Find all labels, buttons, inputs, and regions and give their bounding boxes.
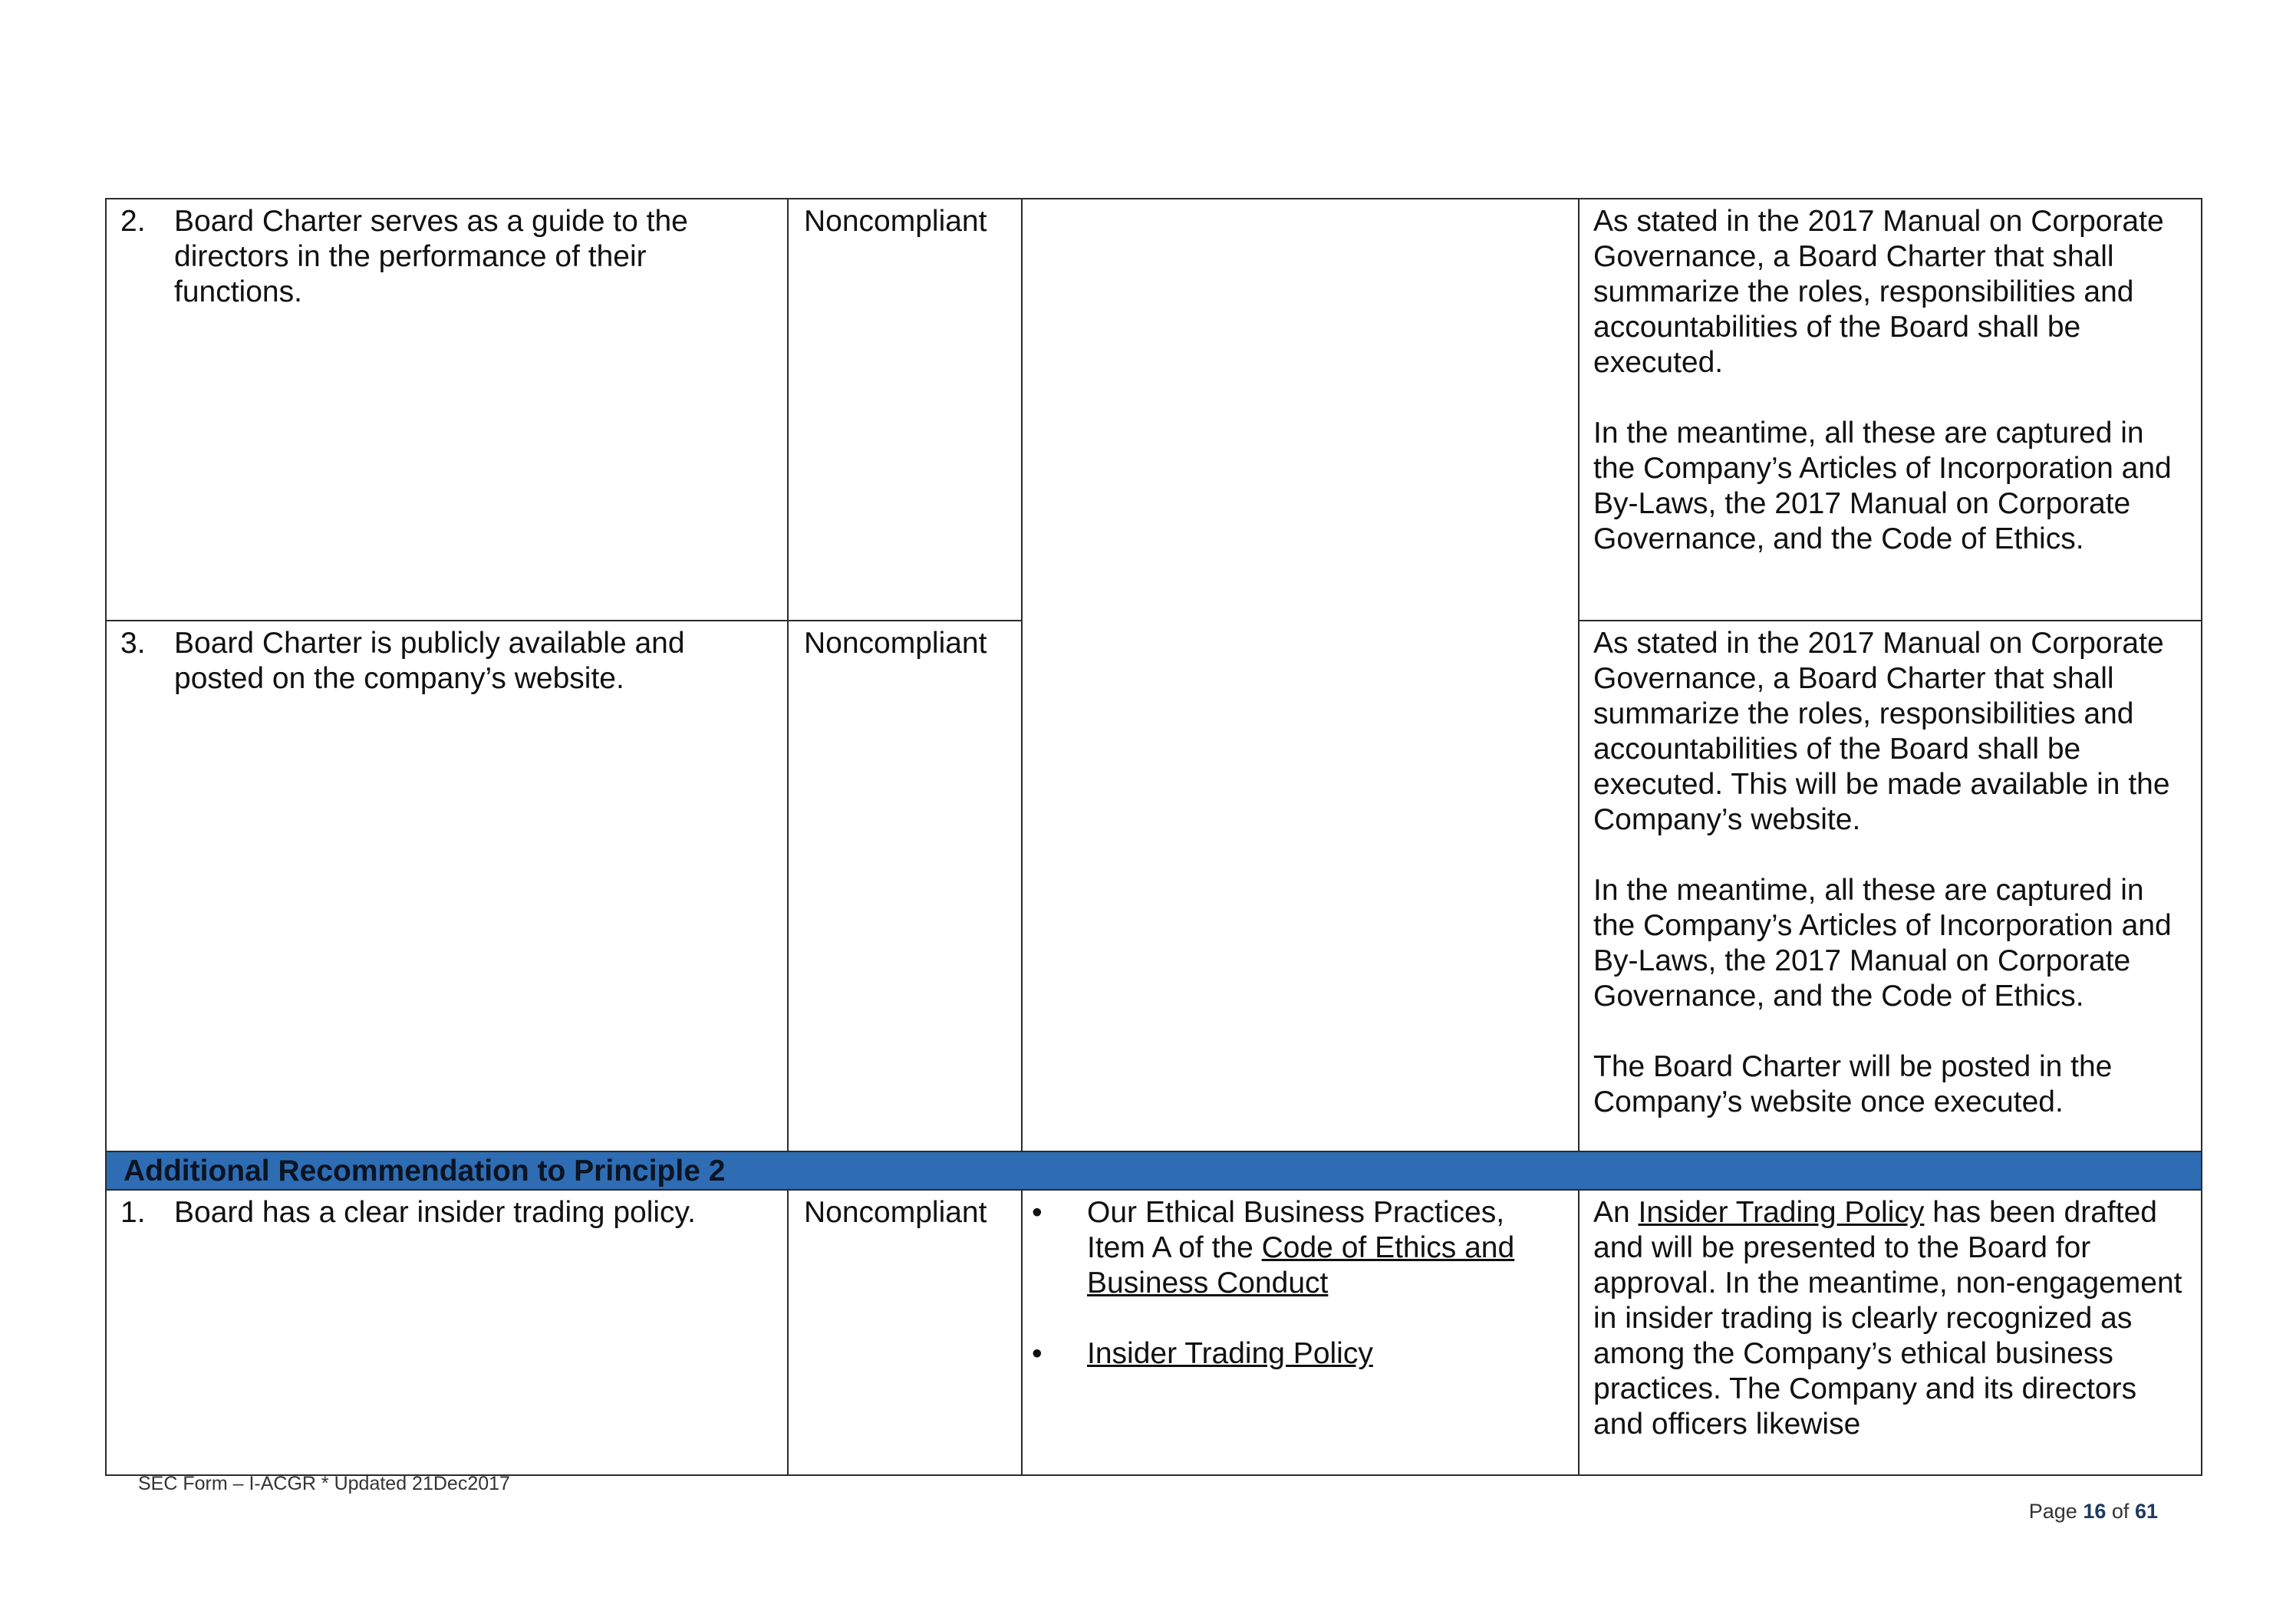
insider-trading-policy-link[interactable]: Insider Trading Policy — [1638, 1196, 1925, 1229]
explanation-paragraph: As stated in the 2017 Manual on Corporate Governance, a Board Charter that shall summarize the roles, responsibilities and accountabilities of the Board shall be executed. — [1593, 205, 2164, 379]
section-header: Additional Recommendation to Principle 2 — [106, 1151, 2202, 1190]
compliance-table — [105, 198, 2202, 1476]
bullet-icon: • — [1032, 1196, 1043, 1229]
code-of-ethics-link[interactable]: Code of Ethics and Business Conduct — [1087, 1231, 1515, 1300]
recommendation-text: Board Charter is publicly available and posted on the company’s website. — [174, 627, 685, 695]
status-cell — [788, 199, 1022, 621]
table-row — [106, 199, 2202, 621]
page-number — [2029, 1500, 2158, 1524]
page-of: of — [2111, 1500, 2130, 1523]
bullet-icon: • — [1032, 1337, 1043, 1370]
recommendation-number: 3. — [120, 627, 146, 660]
recommendation-cell — [106, 621, 788, 1151]
page-word: Page — [2028, 1500, 2077, 1523]
explanation-text: An — [1593, 1196, 1639, 1229]
explanation-paragraph: The Board Charter will be posted in the Company’s website once executed. — [1593, 1050, 2113, 1118]
explanation-paragraph: As stated in the 2017 Manual on Corporate Governance, a Board Charter that shall summarize the roles, responsibilities and accountabilities of the Board shall be executed. This will be made available in the Company’s website. — [1593, 627, 2170, 836]
explanation-paragraph: In the meantime, all these are captured in the Company’s Articles of Incorporation and By-Laws, the 2017 Manual on Corporate Governance, and the Code of Ethics. — [1593, 874, 2172, 1013]
insider-trading-policy-link[interactable]: Insider Trading Policy — [1087, 1337, 1373, 1370]
explanation-text: has been drafted and will be presented to the Board for approval. In the meantime, non-engagement in insider trading is clearly recognized as among the Company’s ethical business practices. The Company and its directors and officers likewise — [1593, 1196, 2182, 1441]
recommendation-text: Board has a clear insider trading policy. — [174, 1196, 696, 1229]
compliance-status: Noncompliant — [804, 1196, 987, 1229]
reference-list — [1023, 1191, 1578, 1372]
reference-cell — [1022, 1190, 1579, 1475]
recommendation-number: 1. — [120, 1196, 146, 1229]
compliance-status: Noncompliant — [804, 627, 987, 660]
recommendation-number: 2. — [120, 205, 146, 238]
explanation-paragraph — [1593, 1195, 2190, 1442]
recommendation-cell — [106, 1190, 788, 1475]
list-item — [1030, 1336, 1567, 1372]
explanation-cell — [1579, 621, 2202, 1151]
section-header-row — [106, 1151, 2202, 1190]
recommendation-text: Board Charter serves as a guide to the directors in the performance of their functions. — [174, 205, 688, 308]
form-footer-label: SEC Form – I-ACGR * Updated 21Dec2017 — [138, 1473, 510, 1494]
page-current: 16 — [2083, 1500, 2107, 1523]
explanation-paragraph: In the meantime, all these are captured in the Company’s Articles of Incorporation and By-Laws, the 2017 Manual on Corporate Governance, and the Code of Ethics. — [1593, 417, 2172, 555]
explanation-cell — [1579, 199, 2202, 621]
compliance-status: Noncompliant — [804, 205, 987, 238]
reference-text: Our Ethical Business Practices, Item A of the — [1087, 1196, 1505, 1264]
status-cell — [788, 1190, 1022, 1475]
table-row — [106, 1190, 2202, 1475]
status-cell — [788, 621, 1022, 1151]
explanation-cell — [1579, 1190, 2202, 1475]
recommendation-cell — [106, 199, 788, 621]
list-item — [1030, 1195, 1567, 1301]
page-total: 61 — [2134, 1500, 2158, 1523]
reference-cell — [1022, 199, 1579, 1151]
